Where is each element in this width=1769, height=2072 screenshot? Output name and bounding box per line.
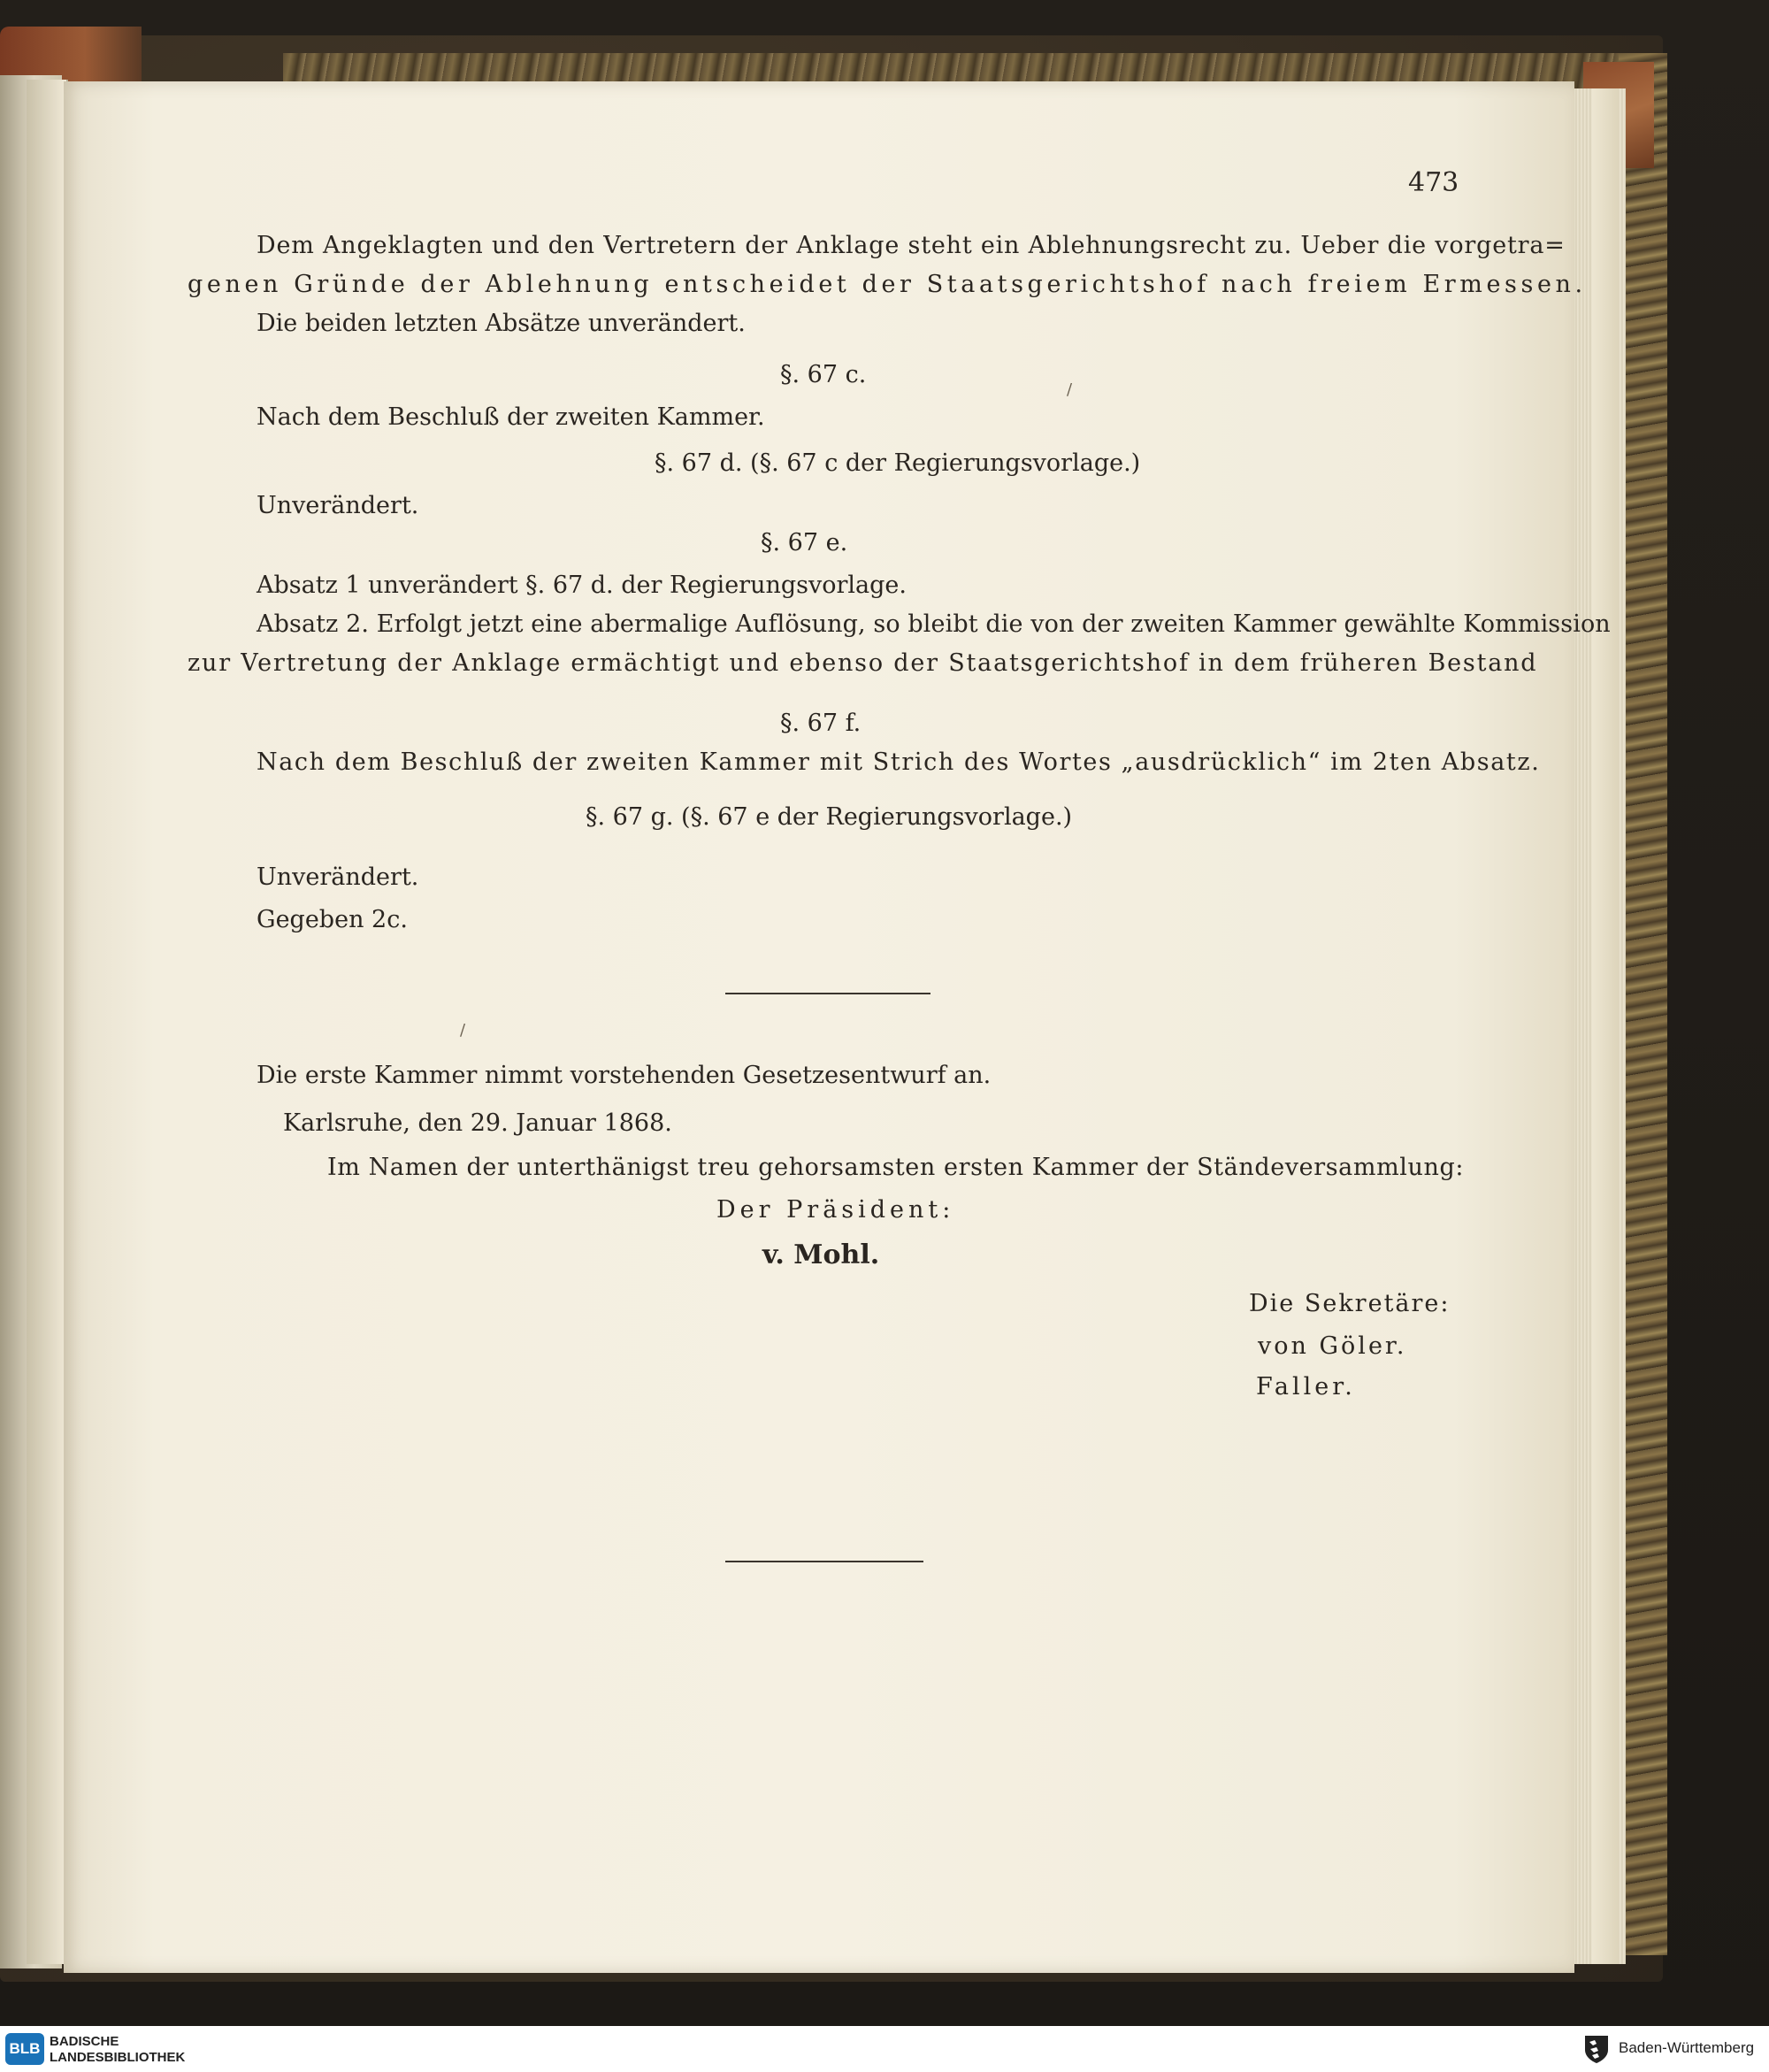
text-line: Die erste Kammer nimmt vorstehenden Gesetzesentwurf an.: [257, 1062, 992, 1089]
page-stack-inner: [1592, 88, 1619, 1964]
secretary-name: Faller.: [1256, 1373, 1356, 1401]
secretary-name: von Göler.: [1258, 1332, 1407, 1360]
signature-name: v. Mohl.: [762, 1239, 880, 1270]
text-line: Im Namen der unterthänigst treu gehorsamsten ersten Kammer der Ständeversammlung:: [327, 1154, 1465, 1181]
text-line: zur Vertretung der Anklage ermächtigt und ebenso der Staatsgerichtshof in dem früheren Bestand: [188, 649, 1538, 677]
text-line: Nach dem Beschluß der zweiten Kammer.: [257, 403, 765, 431]
document-page: [64, 81, 1611, 1973]
previous-page-sliver: [27, 80, 68, 1964]
text-line: Dem Angeklagten und den Vertretern der Anklage steht ein Ablehnungsrecht zu. Ueber die vorgetra=: [257, 232, 1566, 259]
text-line: Die beiden letzten Absätze unverändert.: [257, 310, 746, 337]
text-line: Unverändert.: [257, 863, 419, 891]
section-heading: §. 67 d. (§. 67 c der Regierungsvorlage.): [655, 449, 1141, 477]
paper-speck: /: [460, 1021, 466, 1040]
closing-rule: [725, 1561, 923, 1562]
section-heading: §. 67 f.: [780, 710, 862, 737]
signature-heading: Der Präsident:: [716, 1196, 955, 1224]
bw-wordmark[interactable]: Baden-Württemberg: [1619, 2039, 1755, 2056]
section-heading: §. 67 g. (§. 67 e der Regierungsvorlage.): [586, 803, 1073, 831]
blb-logo[interactable]: BLB: [5, 2033, 44, 2065]
text-line: Absatz 2. Erfolgt jetzt eine abermalige Auflösung, so bleibt die von der zweiten Kammer gewählte Kommission: [257, 610, 1611, 638]
bw-crest-icon[interactable]: [1583, 2034, 1610, 2064]
section-heading: §. 67 c.: [780, 361, 867, 388]
text-line: Gegeben 2c.: [257, 906, 408, 933]
text-line: Absatz 1 unverändert §. 67 d. der Regierungsvorlage.: [257, 572, 907, 599]
blb-line-1: BADISCHE: [50, 2034, 119, 2049]
paper-speck: /: [1067, 380, 1073, 399]
blb-line-2: LANDESBIBLIOTHEK: [50, 2050, 186, 2065]
marbled-cover-right: [1619, 53, 1667, 1955]
text-line: Unverändert.: [257, 492, 419, 519]
page-number: 473: [1408, 167, 1459, 198]
secretaries-heading: Die Sekretäre:: [1249, 1290, 1451, 1317]
text-line: Karlsruhe, den 29. Januar 1868.: [283, 1109, 672, 1137]
text-line: genen Gründe der Ablehnung entscheidet der Staatsgerichtshof nach freiem Ermessen.: [188, 271, 1587, 298]
section-heading: §. 67 e.: [761, 529, 848, 556]
viewer-footer: [0, 2026, 1769, 2072]
separator-rule: [725, 993, 930, 994]
text-line: Nach dem Beschluß der zweiten Kammer mit Strich des Wortes „ausdrücklich“ im 2ten Absatz.: [257, 748, 1541, 776]
blb-wordmark[interactable]: [50, 2034, 185, 2066]
